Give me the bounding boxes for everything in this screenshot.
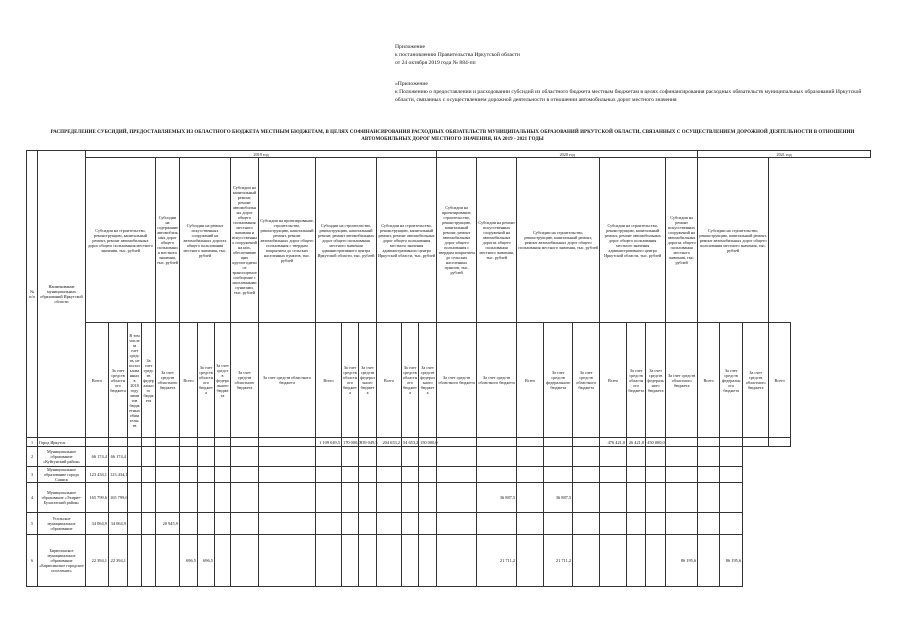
sub-region: За счет средств областного бюджета [437, 323, 477, 438]
group-header: Субсидии на строительство, реконструкцию, капитальный ремонт, ремонт автомобильных дорог общего пользования местного значения административного центра Иркутской области, тыс. рублей [600, 158, 666, 323]
group-header: Субсидии на ремонт искусственных сооружений на автомобильных дорогах общего пользования местного значения, тыс. рублей [477, 158, 517, 323]
row-number: 2 [27, 447, 38, 467]
group-header: Субсидии на строительство, реконструкцию, капитальный ремонт, ремонт автомобильных дорог общего пользования местного значения, тыс. рублей [86, 158, 156, 323]
group-header: Субсидии на проектирование, строительство, реконструкцию, капитальный ремонт, ремонт автомобильных дорог общего пользования с твердым покрытием до сельских населенных пунктов, тыс. рублей [259, 158, 316, 323]
row-number: 3 [27, 467, 38, 483]
value-cell: 22 394,1 [86, 535, 109, 587]
value-cell: 20 945,9 [156, 513, 180, 535]
value-cell: 1 109 049,5 [316, 438, 342, 447]
table-row [27, 483, 871, 513]
value-cell: 21 711,2 [544, 535, 573, 587]
sub-total: Всего [517, 323, 544, 438]
value-cell: 123 434,1 [86, 467, 109, 483]
row-number: 1 [27, 438, 38, 447]
sub-federal: За счет средств федерального бюджета [544, 323, 573, 438]
sub-federal: За счет средств федерального бюджета [720, 323, 743, 438]
row-number: 6 [27, 535, 38, 587]
value-cell: 86 195,6 [720, 535, 743, 587]
sub-region: За счет средств областного бюджета [402, 323, 419, 438]
sub-federal: За счет средств федерального бюджета [359, 323, 377, 438]
value-cell: 476 421,0 [600, 438, 627, 447]
value-cell: 34 064,9 [86, 513, 109, 535]
value-cell: 150 000,0 [420, 439, 438, 445]
municipality-name: Муниципальное образование «Эхирит-Булагатский район» [38, 483, 86, 513]
table-row [27, 467, 871, 483]
sub-region: За счет средств областного бюджета [156, 323, 180, 438]
group-header: Субсидии на строительство, реконструкцию, капитальный ремонт, ремонт автомобильных дорог общего пользования местного значения административного центра Иркутской области, тыс. рублей [316, 158, 377, 323]
row-number: 4 [27, 483, 38, 513]
regulation-header [395, 80, 875, 104]
value-cell: 696,5 [198, 535, 215, 587]
sub-federal: За счет средств федерального бюджета [646, 323, 666, 438]
sub-total: Всего [180, 323, 198, 438]
sub-region: За счет средств областного бюджета [477, 323, 517, 438]
regulation-line: к Положению о предоставлении и расходовании субсидий из областного бюджета местным бюджетам в целях софинансирования расходных обязательств муниципальных образований Иркутской области, связанных с осуществлением дорожной деятельности в отношении автомобильных дорог местного значения [395, 89, 862, 103]
value-cell: 54 653,2 [403, 439, 419, 445]
group-header: Субсидии на строительство, реконструкцию, капитальный ремонт, ремонт автомобильных дорог общего пользования местного значения, тыс. рублей [517, 158, 600, 323]
sub-total: Всего [86, 323, 109, 438]
group-header: Субсидии на капитальный ремонт, ремонт автомобильных дорог общего пользования местного значения и искусственных сооружений на них, обеспечивающих круглогодичное транспортное сообщение с населенными пунктами, тыс. рублей [231, 158, 259, 323]
value-cell: 170 000,0 [343, 439, 361, 445]
sub-region: За счет средств областного бюджета [198, 323, 215, 438]
sub-region: За счет средств областного бюджета [259, 323, 316, 438]
year-2021: 2021 год [698, 151, 871, 158]
appendix-header [395, 43, 520, 67]
value-cell: 696,5 [180, 535, 198, 587]
table-row [27, 535, 871, 587]
value-cell: 36 887,5 [477, 483, 517, 513]
value-cell: 450 000,0 [647, 439, 665, 445]
col-municipality: Наименование муниципальных образований Иркутской области [38, 151, 86, 438]
table-row [27, 513, 871, 535]
sub-region: За счет средств областного бюджета [743, 323, 769, 438]
value-cell: 36 887,5 [544, 483, 573, 513]
municipality-name: Муниципальное образование «Куйтунский район» [38, 447, 86, 467]
col-number: № п/п [27, 151, 38, 438]
sub-federal: За счет средств федерального бюджета [215, 323, 231, 438]
sub-total: Всего [769, 323, 791, 438]
regulation-line: «Приложение [395, 81, 428, 87]
value-cell: 21 711,2 [477, 535, 517, 587]
value-cell: 204 653,2 [377, 438, 402, 447]
municipality-name: Бирюсинское муниципальное образование «Бирюсинское городское поселение» [38, 535, 86, 587]
municipality-name: Город Иркутск [38, 438, 86, 447]
sub-total: Всего [377, 323, 402, 438]
value-cell: 22 394,1 [109, 535, 128, 587]
sub-region: За счет средств областного бюджета [573, 323, 600, 438]
table-row [27, 447, 871, 467]
sub-region: За счет средств областного бюджета [342, 323, 359, 438]
sub-total: Всего [698, 323, 720, 438]
sub-road-fund: В том числе за счет средств, не использованных в 2018 году лимитов бюджетных обязательств [128, 323, 142, 438]
year-2019: 2019 год [86, 151, 437, 158]
sub-region: За счет средств областного бюджета [231, 323, 259, 438]
value-cell: 34 064,9 [109, 513, 128, 535]
sub-total: Всего [600, 323, 627, 438]
sub-region: За счет средств областного бюджета [666, 323, 698, 438]
group-header: Субсидии на строительство, реконструкцию, капитальный ремонт, ремонт автомобильных дорог общего пользования местного значения, тыс. рублей [698, 158, 769, 323]
value-cell: 66 174,4 [109, 447, 128, 467]
sub-region: За счет средств областного бюджета [627, 323, 646, 438]
value-cell: 165 799,6 [109, 483, 128, 513]
value-cell: 26 421,0 [627, 438, 646, 447]
appendix-line: Приложение [395, 44, 426, 50]
table-row [27, 438, 871, 447]
group-header: Субсидии на ремонт искусственных сооружений на автомобильных дорогах общего пользования местного значения, тыс. рублей [180, 158, 231, 323]
value-cell: 66 174,4 [86, 447, 109, 467]
municipality-name: Муниципальное образование города Саянск [38, 467, 86, 483]
group-header: Субсидии на строительство, реконструкцию, капитальный ремонт, ремонт автомобильных дорог общего пользования местного значения административного центра Иркутской области, тыс. рублей [377, 158, 437, 323]
appendix-line: к постановлению Правительства Иркутской области [395, 52, 520, 58]
appendix-line: от 24 октября 2019 года № 884-пп [395, 60, 476, 66]
subsidy-table [26, 150, 871, 587]
year-2020: 2020 год [437, 151, 698, 158]
sub-federal: За счет средств федерального бюджета [419, 323, 437, 438]
sub-region: За счет средств областного бюджета [109, 323, 128, 438]
sub-total: Всего [316, 323, 342, 438]
group-header: Субсидии на содержание автомобильных дорог общего пользования местного значения, тыс. рублей [156, 158, 180, 323]
group-header: Субсидии на ремонт искусственных сооружений на автомобильных дорогах общего пользования местного значения, тыс. рублей [666, 158, 698, 323]
value-cell: 165 799,6 [86, 483, 109, 513]
municipality-name: Усольское муниципальное образование [38, 513, 86, 535]
value-cell: 939 049,5 [360, 439, 378, 445]
value-cell: 86 195,6 [666, 535, 698, 587]
group-header: Субсидии на проектирование, строительство, реконструкцию, капитальный ремонт, ремонт автомобильных дорог общего пользования с твердым покрытием до сельских населенных пунктов, тыс. рублей [437, 158, 477, 323]
document-title: РАСПРЕДЕЛЕНИЕ СУБСИДИЙ, ПРЕДОСТАВЛЯЕМЫХ ИЗ ОБЛАСТНОГО БЮДЖЕТА МЕСТНЫМ БЮДЖЕТАМ, В ЦЕЛЯХ СОФИНАНСИРОВАНИЯ РАСХОДНЫХ ОБЯЗАТЕЛЬСТВ МУНИЦИПАЛЬНЫХ ОБРАЗОВАНИЙ ИРКУТСКОЙ ОБЛАСТИ, СВЯЗАННЫХ С ОСУЩЕСТВЛЕНИЕМ ДОРОЖНОЙ ДЕЯТЕЛЬНОСТИ В ОТНОШЕНИИ АВТОМОБИЛЬНЫХ ДОРОГ МЕСТНОГО ЗНАЧЕНИЯ, НА 2019 - 2021 ГОДЫ [50, 130, 855, 142]
value-cell: 123 434,1 [109, 467, 128, 483]
row-number: 5 [27, 513, 38, 535]
sub-federal: За счет средств федерального бюджета [142, 323, 156, 438]
